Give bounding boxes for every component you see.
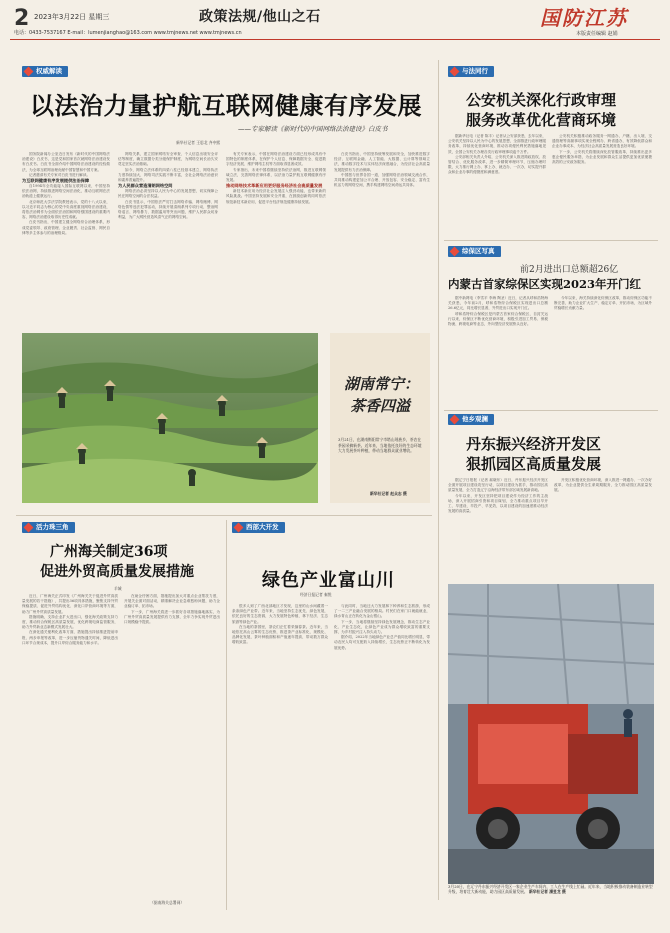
paragraph: 白皮书显示，中国依法严厉打击网络诈骗、网络赌博、网络色情等违法犯罪活动，持续开展清朗系列专项行动，整治网络谣言、网络暴力、数据滥用等突出问题，维护人民群众切身利益，为广大网民营造风清气正的网络空间。 (118, 199, 218, 220)
article3-col2 (554, 296, 652, 408)
article6-col2 (334, 604, 430, 904)
article2-title-line: 服务改革优化营商环境 (466, 111, 617, 129)
article2-title (466, 90, 616, 130)
photo1-title: 茶香四溢 (350, 397, 411, 415)
paragraph: 新技术新应用为经济社会发展注入强劲动能，也带来新的风险挑战。中国坚持发展和安全并重，在鼓励创新的同时依法规范新技术新应用，促进平台经济规范健康持续发展。 (226, 189, 326, 204)
article4-title-line: 丹东振兴经济开发区 (466, 435, 602, 453)
paragraph: 如今，网络立法体系的四梁八柱已经基本建立，网络执法力度持续加大，网络司法实践不断丰富，全社会网络法治意识和素养普遍提升。 (118, 167, 218, 183)
article5-byline: 羊城 (114, 586, 122, 591)
paragraph: 据介绍，2022年当地绿色产业总产值同比增长明显，带动农民人均可支配收入持续增长，生态优势正不断转化为发展优势。 (334, 635, 430, 650)
paragraph: 有关专家表示，中国在网络法治建设方面已经形成具有中国特色的制度体系，在保护个人信息、保障数据安全、促进数字经济发展、维护网络主权等方面取得显著成效。 (226, 152, 326, 167)
article1-tag: 权威解读 (22, 66, 68, 77)
tea-garden-photo (22, 333, 318, 503)
issue-date: 2023年3月22日 星期三 (34, 13, 110, 21)
paragraph: 据辽宁日报报（记者 郝晓东）近日，丹东振兴经济开发区全面开展项目建设攻坚行动，以项目建设为抓手，推动园区高质量发展，全力打造辽宁沿海经济带东部区域发展新高地。 (448, 478, 548, 493)
article1-subtitle: ——专家解读《新时代的中国网络法治建设》白皮书 (238, 125, 388, 133)
article2-col1 (448, 134, 546, 238)
paragraph: 下一步，公安机关将继续深化放管服改革，持续推出更多惠企便民服务举措，为企业发展和群众生活提供更加优质便捷高效的公安政务服务。 (552, 149, 652, 165)
paragraph: 下一步，广州海关将进一步抓好各项措施落地落实，为广州外贸高质量发展提供有力支撑，全年力争实现外贸进出口规模稳中提质。 (124, 609, 220, 625)
page-number: 2 (14, 6, 30, 31)
article1-col1 (22, 152, 110, 330)
photo1-caption: 3月21日，在湖南衡阳常宁市塔山瑶族乡，茶农在茶园采摘新茶。近年来，当地依托良好的生态环境大力发展茶叶种植，带动当地群众就业增收。 (338, 437, 422, 454)
article1-title: 以法治力量护航互联网健康有序发展 (30, 91, 422, 120)
paragraph: 在深化通关便利化改革方面，措施提出持续推进提前申报、两步申报等改革，进一步压缩货物通关时间，降低进出口环节合规成本，提升口岸综合服务能力和水平。 (22, 630, 118, 645)
article1-col3 (226, 152, 326, 330)
article5-col1 (22, 594, 118, 894)
article5-tag: 活力珠三角 (22, 522, 75, 533)
article3-tag: 综保区写真 (448, 246, 501, 257)
article2-tag: 与法同行 (448, 66, 494, 77)
tea-garden-image (22, 333, 318, 503)
paragraph: 网络关系，建立国家网络安全审查、个人信息出境安全评估等制度，确立数据分类分级保护制度，为网络空间长治久安奠定坚实法治基础。 (118, 152, 218, 167)
article4-title (466, 434, 601, 474)
paragraph: 公安机关积极推动政务服务一网通办，户籍、出入境、交通管理等高频事项实现全程网办、跨省通办，有效降低群众和企业办事成本，为经济社会高质量发展营造良好环境。 (552, 134, 652, 149)
factory-photo (448, 584, 654, 884)
photo1-title: 湖南常宁： (344, 375, 420, 393)
paragraph: 在助企纾困方面，措施提出加大对重点企业帮扶力度，开展关企面对面活动，精准解决企业急难愁盼问题，助力企业稳订单、拓市场。 (124, 594, 220, 609)
photo1-credit: 新华社记者 赵众志 摄 (370, 491, 407, 496)
section-rule (444, 240, 658, 241)
paragraph: 网络法治必须坚持以人民为中心的发展思想，切实保障公民在网络空间的合法权益。 (118, 189, 218, 199)
article6-byline: 经济日报记者 秦悦 (300, 592, 332, 597)
photo2-caption (448, 884, 654, 895)
article5-col2 (124, 594, 220, 894)
column-divider (226, 520, 227, 910)
section-rule (444, 410, 658, 411)
paragraph: 与此同时，当地还大力发展林下种养和生态旅游，形成了一二三产业融合发展的格局。村民们在家门口就能就业，绿水青山正在转化为金山银山。 (334, 604, 430, 619)
article5-title-line: 促进外贸高质量发展措施 (40, 564, 194, 580)
paragraph: 记者邀请有关专家对白皮书进行解读。 (29, 172, 91, 177)
editor-credit: 本版责任编辑 赵娟 (576, 31, 618, 37)
paragraph: 据中新网电（李雪平 李海 陶圣）近日，记者从呼和浩特海关获悉，今年前2月，呼和浩特综合保税区实现进出口总额26.6亿元，同比增长显著，外贸进出口实现开门红。 (448, 296, 548, 311)
article6-tag: 西部大开发 (232, 522, 285, 533)
factory-image (448, 584, 654, 884)
article6-title: 绿色产业富山川 (262, 570, 395, 591)
photo1-caption-box (330, 333, 430, 503)
column-divider (438, 60, 439, 900)
paragraph: 呼和浩特综合保税区是内蒙古首家综合保税区，自封关运行以来，综保区不断优化营商环境，积极引进加工贸易、保税物流、跨境电商等业态，外向型经济发展势头良好。 (448, 311, 548, 327)
article4-col1 (448, 478, 548, 580)
paragraph: 在当地的茶园里，茶农们正忙着采摘春茶。近年来，当地依托高山云雾的生态优势，推进茶产业标准化、规模化、品牌化发展，茶叶种植面积和产值逐年提高，带动数万群众增收致富。 (232, 624, 328, 645)
paragraph: 专家指出，未来中国将继续坚持依法治网，推进互联网领域立法，完善网络法律体系，以法治力量护航互联网健康有序发展。 (226, 167, 326, 183)
paragraph: 自1994年全功能接入国际互联网以来，中国坚持依法治网，持续推进网络空间法治化，推动互联网在法治轨道上健康运行。 (22, 184, 110, 199)
article2-title-line: 公安机关深化行政审理 (466, 91, 617, 109)
photo2-caption-text: 3月20日，在辽宁丹东振兴经济开发区一家企业生产车间内，工人在生产线上忙碌。近年来，当地积极推动装备制造业转型升级，培育壮大新动能，助力园区高质量发展。 (448, 884, 653, 895)
contact-info: 电话：0433-7537167 E-mail：lumenjianghao@163.com www.tmjnews.net www.tmjnews.cn (14, 30, 242, 36)
article4-title-line: 狠抓园区高质量发展 (466, 455, 602, 473)
subheading: 为互联网健康有序发展提供法治保障 (22, 178, 90, 184)
article1-col2 (118, 152, 218, 330)
article1-byline: 新华社记者 王思北 齐中熙 (176, 140, 221, 145)
paragraph: 开发区积极优化营商环境，深入推进一网通办、一次办好改革，为企业提供全生命周期服务，全力推动园区高质量发展。 (554, 478, 652, 493)
article5-title (40, 542, 194, 582)
article2-col2 (552, 134, 652, 238)
subheading: 推动网络技术革新应用更好服务经济社会高质量发展 (226, 183, 323, 189)
paragraph: 措施明确，支持企业扩大进出口，强化海关政策支持力度，推动综合保税区高质量发展，优化跨境电商监管服务，助力外贸新业态新模式发展壮大。 (22, 614, 118, 630)
article3-title: 内蒙古首家综保区实现2023年开门红 (448, 277, 642, 291)
paragraph: 白皮书指出，中国建立健全网络综合治理体系，形成党委领导、政府管理、企业履责、社会监督、网民自律等多主体参与的治理格局。 (22, 220, 110, 235)
header-rule (10, 39, 660, 40)
photo2-credit: 新华社记者 潘昱龙 摄 (528, 889, 566, 895)
article1-col4 (334, 152, 430, 330)
paragraph: 国务院新闻办公室近日发布《新时代的中国网络法治建设》白皮书，这是党和国家首次就网络法治建设发布白皮书。白皮书全面介绍中国网络法治建设的经验做法，为全球互联网治理贡献中国智慧和中国方案。 (22, 152, 110, 172)
paragraph: 白皮书指出，中国坚持统筹发展和安全，加快推进数字经济、互联网金融、人工智能、大数据、云计算等领域立法，推动数字技术与实体经济深度融合，为经济社会高质量发展提供有力法治保障。 (334, 152, 430, 172)
paragraph: 下一步，当地将继续坚持绿色发展理念，推动生态产业化、产业生态化，让绿色产业成为群众增收致富的重要支撑，为乡村振兴注入持久动力。 (334, 619, 430, 635)
paragraph: 据新华社电（记者 陈丰）记者从公安部获悉，去年以来，公安机关坚持以人民为中心的发展思想，全面推进行政审理服务改革，持续优化营商环境，推动各项便民利民措施落地见效，全国公安机关办理各类行政审理事项逾千万件。 (448, 134, 546, 154)
paragraph: 今年以来，开发区坚持把项目建设作为经济工作的主战场，深入开展招商引资和项目谋划，全力推动重点项目早开工、早建设、早投产、早见效，以项目建设的加速度推动经济发展的高质量。 (448, 493, 548, 514)
paragraph: 很多人到了广西北部地区才发现，这里的山水间藏着一条条绿色产业带。近年来，当地坚持生态优先、绿色发展，依托良好的生态资源，大力发展特色种植、林下经济、生态旅游等绿色产业。 (232, 604, 328, 624)
paragraph: 北京师范大学法学院教授表示，党的十八大以来，以习近平同志为核心的党中央高度重视网络法治建设，将依法治网作为全面依法治国和网络强国建设的重要内容，网络法治建设取得历史性成就。 (22, 199, 110, 220)
newspaper-logo: 国防江苏 (540, 6, 628, 30)
masthead (0, 0, 670, 38)
section-title: 政策法规/他山之石 (199, 9, 321, 25)
paragraph: 中国愿与世界各国一道，加强网络法治领域交流合作，共同推动构建更加公平合理、开放包容、安全稳定、富有生机活力的网络空间，携手构建网络空间命运共同体。 (334, 172, 430, 188)
article5-title-line: 广州海关制定36项 (50, 544, 168, 560)
paragraph: 公安部相关负责人介绍，公安机关深入推进简政放权、放管结合、优化服务改革，进一步精简审理环节，压缩办理时限，大力推行网上办、掌上办、就近办、一次办，切实提升群众和企业办事的便捷度和满意度。 (448, 154, 546, 175)
section-rule (16, 515, 432, 516)
paragraph: 近日，广州海关正式印发《广州海关关于促进外贸高质量发展的若干措施》，共提出36项具体措施，聚焦支持外贸保稳提质、促进外贸结构优化、深化口岸营商环境等方面，助力广州外贸高质量发展。 (22, 594, 118, 614)
article3-col1 (448, 296, 548, 408)
article6-col1 (232, 604, 328, 904)
paragraph: 今年以来，海关持续深化综保区改革，推动综保区功能不断完善，助力企业扩大生产、稳定订单、开拓市场，为区域外贸稳增长贡献力量。 (554, 296, 652, 311)
subheading: 为人民群众营造清朗网络空间 (118, 183, 173, 189)
continued-note: （据南海关总署网） (150, 900, 185, 905)
article4-col2 (554, 478, 652, 580)
article4-tag: 他乡观澜 (448, 414, 494, 425)
article3-kicker: 前2月进出口总额超26亿 (520, 265, 619, 275)
